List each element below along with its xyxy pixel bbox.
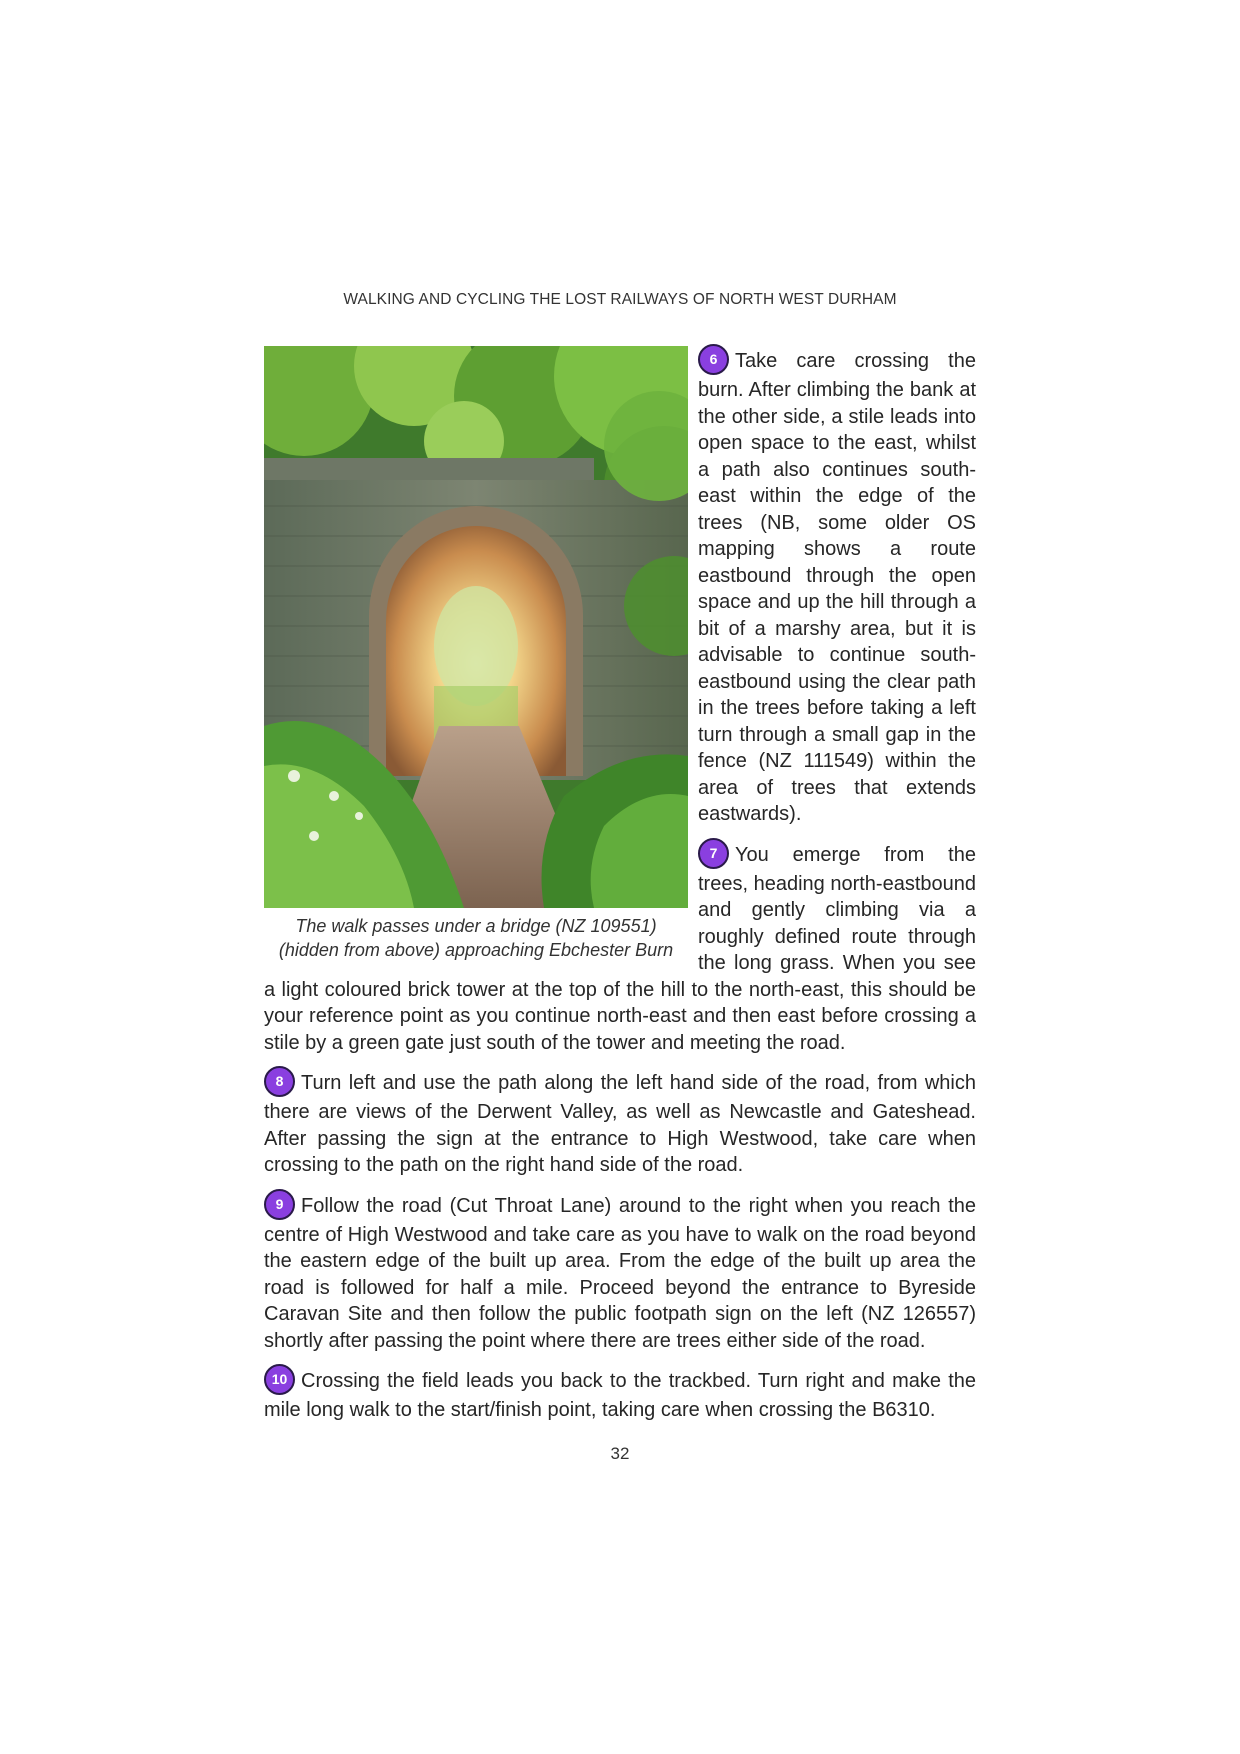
step-number-badge: 8 <box>264 1066 295 1097</box>
step-number-badge: 9 <box>264 1189 295 1220</box>
figure <box>264 346 688 962</box>
step-text: Take care crossing the burn. After climbing the bank at the other side, a stile leads into open space to the east, whilst a path also continues south-east within the edge of the trees (NB, some older OS mapping shows a route eastbound through the open space and up the hill through a bit of a marshy area, but it is advisable to continue south-eastbound using the clear path in the trees before taking a left turn through a small gap in the fence (NZ 111549) within the area of trees that extends eastwards). <box>698 349 976 825</box>
step-number-badge: 6 <box>698 344 729 375</box>
step-8 <box>264 1068 976 1179</box>
caption-line-1: The walk passes under a bridge (NZ 109551) <box>295 916 657 936</box>
step-text: You emerge from the trees, heading north-eastbound and gently climbing via a roughly defined route through the long grass. When you see a light coloured brick tower at the top of the hill to the north-east, this should be your reference point as you continue north-east and then east before crossing a stile by a green gate just south of the tower and meeting the road. <box>264 843 976 1054</box>
step-10 <box>264 1366 976 1424</box>
step-number-badge: 10 <box>264 1364 295 1395</box>
page-content <box>264 346 976 1436</box>
figure-caption <box>264 915 688 962</box>
step-number-badge: 7 <box>698 838 729 869</box>
step-9 <box>264 1191 976 1355</box>
step-text: Crossing the field leads you back to the trackbed. Turn right and make the mile long walk to the start/finish point, taking care when crossing the B6310. <box>264 1369 976 1421</box>
running-header: WALKING AND CYCLING THE LOST RAILWAYS OF NORTH WEST DURHAM <box>343 291 897 308</box>
step-text: Turn left and use the path along the left hand side of the road, from which there are views of the Derwent Valley, as well as Newcastle and Gateshead. After passing the sign at the entrance to High Westwood, take care when crossing to the path on the right hand side of the road. <box>264 1071 976 1176</box>
step-text: Follow the road (Cut Throat Lane) around to the right when you reach the centre of High Westwood and take care as you have to walk on the road beyond the eastern edge of the built up area. From the edge of the built up area the road is followed for half a mile. Proceed beyond the entrance to Byreside Caravan Site and then follow the public footpath sign on the left (NZ 126557) shortly after passing the point where there are trees either side of the road. <box>264 1194 976 1352</box>
page-number: 32 <box>610 1444 630 1463</box>
caption-line-2: (hidden from above) approaching Ebchester Burn <box>278 939 674 960</box>
bridge-photo <box>264 346 688 908</box>
